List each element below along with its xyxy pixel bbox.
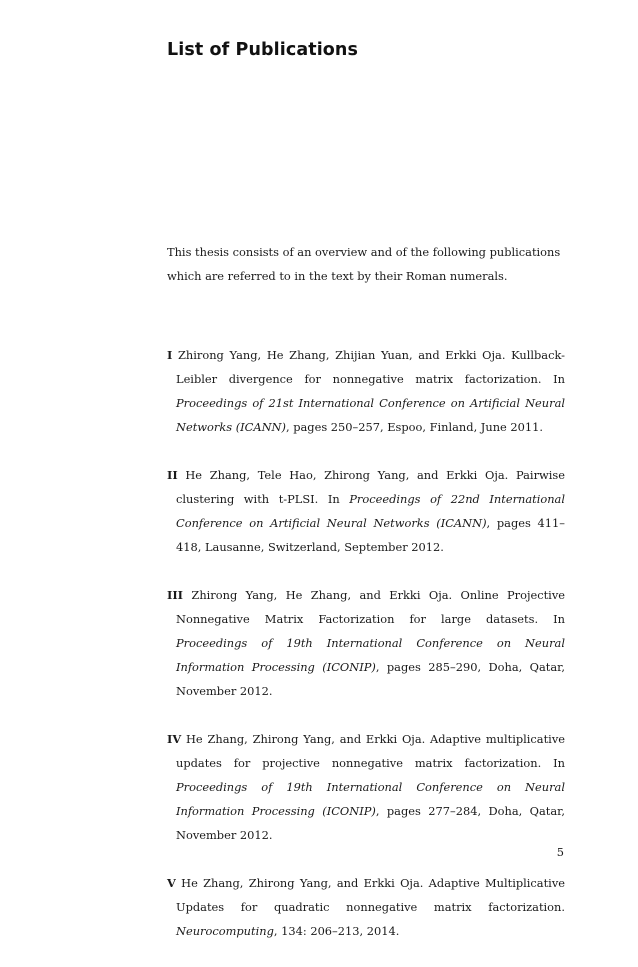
- publication-authors-title: Zhirong Yang, He Zhang, Zhijian Yuan, and Erkki Oja. Kullback-Leibler divergence for nonnegative matrix factorization. In: [176, 348, 565, 386]
- page-title: List of Publications: [167, 40, 359, 60]
- publication-authors-title: He Zhang, Zhirong Yang, and Erkki Oja. Adaptive multiplicative updates for projective nonnegative matrix factorization. In: [176, 732, 565, 770]
- publication-numeral: V: [167, 876, 176, 890]
- publication-venue: Proceedings of 19th International Conference on Neural Information Processing (ICONIP): [176, 780, 565, 818]
- publication-item: [167, 871, 565, 943]
- publication-details: , 134: 206–213, 2014.: [273, 924, 400, 938]
- publication-numeral: III: [167, 588, 183, 602]
- publication-numeral: I: [167, 348, 173, 362]
- publication-item: [167, 343, 565, 439]
- publication-venue: Proceedings of 19th International Conference on Neural Information Processing (ICONIP): [176, 636, 565, 674]
- publication-details: , pages 285–290, Doha, Qatar, November 2012.: [176, 660, 565, 698]
- publication-item: [167, 727, 565, 847]
- publication-numeral: II: [167, 468, 178, 482]
- publication-authors-title: He Zhang, Zhirong Yang, and Erkki Oja. Adaptive Multiplicative Updates for quadratic nonnegative matrix factorization.: [176, 876, 565, 914]
- publication-numeral: IV: [167, 732, 182, 746]
- publication-details: , pages 411–418, Lausanne, Switzerland, September 2012.: [176, 516, 565, 554]
- publication-details: , pages 250–257, Espoo, Finland, June 2011.: [285, 420, 544, 434]
- publication-venue: Proceedings of 22nd International Conference on Artificial Neural Networks (ICANN): [176, 492, 565, 530]
- publication-details: , pages 277–284, Doha, Qatar, November 2012.: [176, 804, 565, 842]
- publication-list: [167, 343, 565, 967]
- publication-authors-title: He Zhang, Tele Hao, Zhirong Yang, and Erkki Oja. Pairwise clustering with t-PLSI. In: [176, 468, 566, 506]
- intro-paragraph: This thesis consists of an overview and of the following publications which are referred to in the text by their Roman numerals.: [167, 245, 561, 283]
- publication-venue: Neurocomputing: [176, 924, 274, 938]
- page-number: 5: [556, 845, 564, 859]
- publication-item: [167, 583, 565, 703]
- publication-venue: Proceedings of 21st International Conference on Artificial Neural Networks (ICANN): [176, 396, 565, 434]
- publication-item: [167, 463, 565, 559]
- publication-authors-title: Zhirong Yang, He Zhang, and Erkki Oja. Online Projective Nonnegative Matrix Factorization for large datasets. In: [176, 588, 566, 626]
